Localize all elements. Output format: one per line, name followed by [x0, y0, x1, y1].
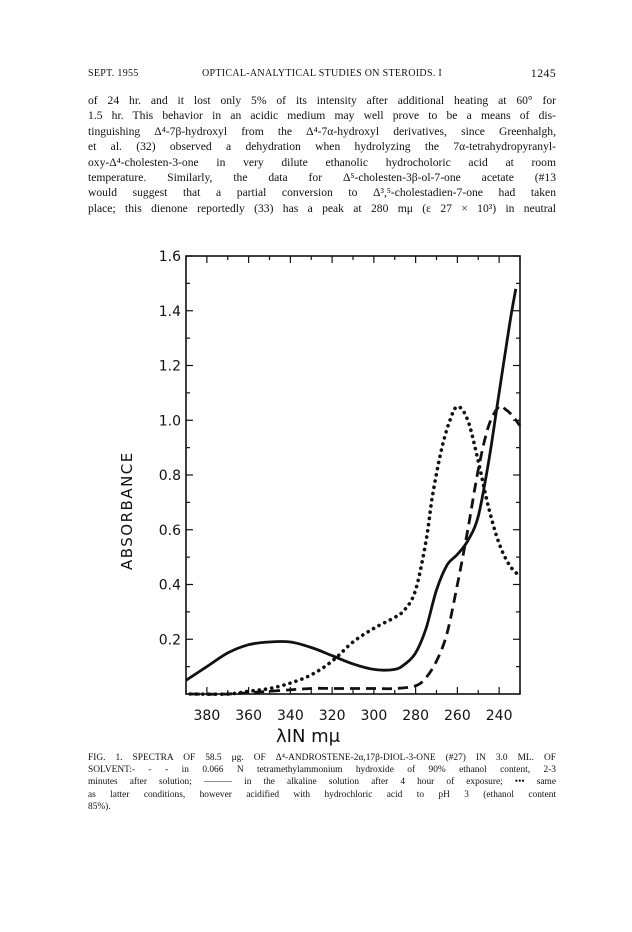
y-tick-label: 0.8 — [158, 468, 181, 484]
y-tick-label: 1.2 — [158, 358, 181, 375]
x-tick-label: 320 — [318, 708, 346, 724]
x-axis-title-text: λIN mμ — [276, 726, 341, 747]
header-title: OPTICAL-ANALYTICAL STUDIES ON STEROIDS. I — [201, 68, 443, 79]
series-dotted-line — [190, 407, 520, 695]
plot-frame — [186, 256, 520, 694]
header-date: SEPT. 1955 — [88, 68, 139, 79]
body-paragraph — [88, 93, 556, 216]
body-line: oxy-Δ⁴-cholesten-3-one in very dilute ethanolic hydrocholoric acid at room — [88, 155, 556, 169]
body-line: place; this dienone reportedly (33) has a peak at 280 mμ (ε 27 × 10³) in neutral — [88, 201, 556, 215]
x-axis-title — [270, 718, 390, 752]
series-solid-line — [186, 289, 516, 680]
body-line: of 24 hr. and it lost only 5% of its intensity after additional heating at 60° for — [88, 94, 556, 107]
figure-caption — [88, 752, 556, 813]
x-tick-label: 240 — [485, 708, 513, 724]
x-tick-label: 300 — [360, 708, 388, 724]
x-tick-label: 380 — [193, 708, 221, 724]
y-tick-label: 1.4 — [158, 303, 181, 320]
x-tick-label: 360 — [235, 708, 262, 724]
y-tick-label: 0.6 — [158, 522, 181, 539]
x-tick-label: 340 — [277, 708, 304, 724]
caption-line: 85%). — [88, 801, 111, 812]
absorbance-spectrum-chart — [110, 248, 550, 748]
y-tick-label: 0.4 — [158, 577, 181, 594]
body-line: et al. (32) observed a dehydration when hydrolyzing the 7α-tetrahydropyranyl- — [88, 140, 556, 154]
caption-line: SOLVENT:- - - in 0.066 N tetramethylammonium hydroxide of 90% ethanol content, 2-3 — [88, 765, 556, 776]
series-dashed-line — [190, 406, 520, 695]
caption-line: as latter conditions, however acidified with hydrochloric acid to pH 3 (ethanol content — [88, 789, 556, 800]
x-tick-label: 280 — [402, 708, 429, 724]
body-line: would suggest that a partial conversion to Δ³,⁵-cholestadien-7-one had taken — [88, 186, 556, 200]
y-axis-title — [114, 420, 138, 580]
caption-line: FIG. 1. SPECTRA OF 58.5 μg. OF Δ⁴-ANDROSTENE-2α,17β-DIOL-3-ONE (#27) IN 3.0 ML. OF — [88, 753, 556, 763]
x-tick-label: 260 — [444, 708, 471, 724]
body-line: temperature. Similarly, the data for Δ⁵-cholesten-3β-ol-7-one acetate (#13 — [88, 170, 556, 184]
body-line: tinguishing Δ⁴-7β-hydroxyl from the Δ⁴-7α-hydroxyl derivatives, since Greenhalgh, — [88, 124, 556, 138]
y-tick-label: 0.2 — [158, 632, 181, 649]
page-number: 1245 — [530, 66, 556, 80]
y-tick-label: 1.0 — [158, 413, 181, 430]
y-axis-title-text: ABSORBANCE — [118, 451, 136, 570]
y-tick-label: 1.6 — [158, 249, 181, 265]
body-line: 1.5 hr. This behavior in an acidic medium may well prove to be a means of dis- — [88, 109, 556, 123]
caption-line: minutes after solution; ——— in the alkaline solution after 4 hour of exposure; ••• same — [88, 777, 556, 788]
